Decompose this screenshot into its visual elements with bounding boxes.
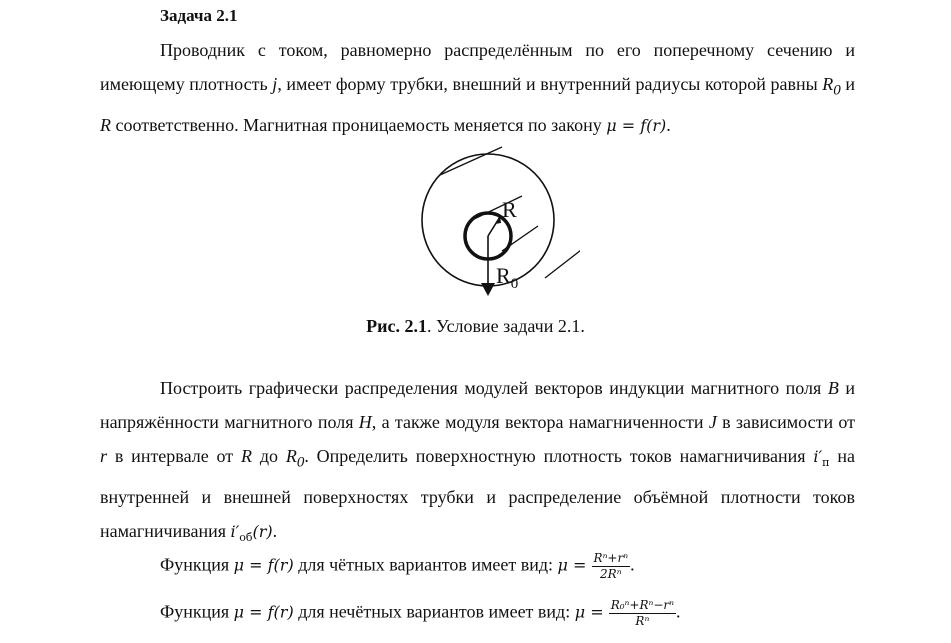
- hatch-line-1: [440, 147, 502, 175]
- task-title: Задача 2.1: [160, 6, 238, 25]
- figure-caption: Рис. 2.1. Условие задачи 2.1.: [366, 316, 585, 336]
- formula-even-variants: Функция μ = f(r) для чётных вариантов имеет вид: μ = $\frac{\text{Rⁿ+rⁿ}}{\text{2Rⁿ}}$ .: [160, 551, 635, 581]
- label-R: R: [502, 197, 517, 222]
- volume-current-symbol: $i'_{об}(r)$: [230, 522, 273, 545]
- task-requirements: Построить графически распределения модулей векторов индукции магнитного поля B и напряжённости магнитного поля H, а также модуля вектора намагниченности J в зависимости от r в интервале от R до $R_0$. Определить поверхностную плотность токов намагничивания $i'_п$ на внутренней и внешней поверхностях трубки и распределение объёмной плотности токов намагничивания $i'_{об}(r)$.: [100, 378, 856, 545]
- tube-cross-section-figure: [410, 140, 580, 305]
- hatch-line-4: [545, 240, 580, 278]
- law-formula: μ = f(r): [606, 115, 667, 135]
- fraction-even: $\frac{\text{Rⁿ+rⁿ}}{\text{2Rⁿ}}$: [593, 551, 629, 581]
- surface-current-symbol: $i'_п$: [813, 447, 830, 470]
- radius-R0-arrowhead: [481, 283, 495, 296]
- hatch-line-3: [502, 226, 538, 251]
- problem-statement: Проводник с током, равномерно распределённым по его поперечному сечению и имеющему плотность j, имеет форму трубки, внешний и внутренний радиусы которой равны $R_0$ и R соответственно. Магнитная проницаемость меняется по закону μ = f(r).: [100, 40, 856, 135]
- formula-odd-variants: Функция μ = f(r) для нечётных вариантов имеет вид: μ = $\frac{\text{R₀ⁿ+Rⁿ−rⁿ}}{\text{Rⁿ}}$ .: [160, 598, 681, 628]
- fraction-odd: $\frac{\text{R₀ⁿ+Rⁿ−rⁿ}}{\text{Rⁿ}}$: [610, 598, 675, 628]
- label-R0: $R_0$: [496, 263, 519, 292]
